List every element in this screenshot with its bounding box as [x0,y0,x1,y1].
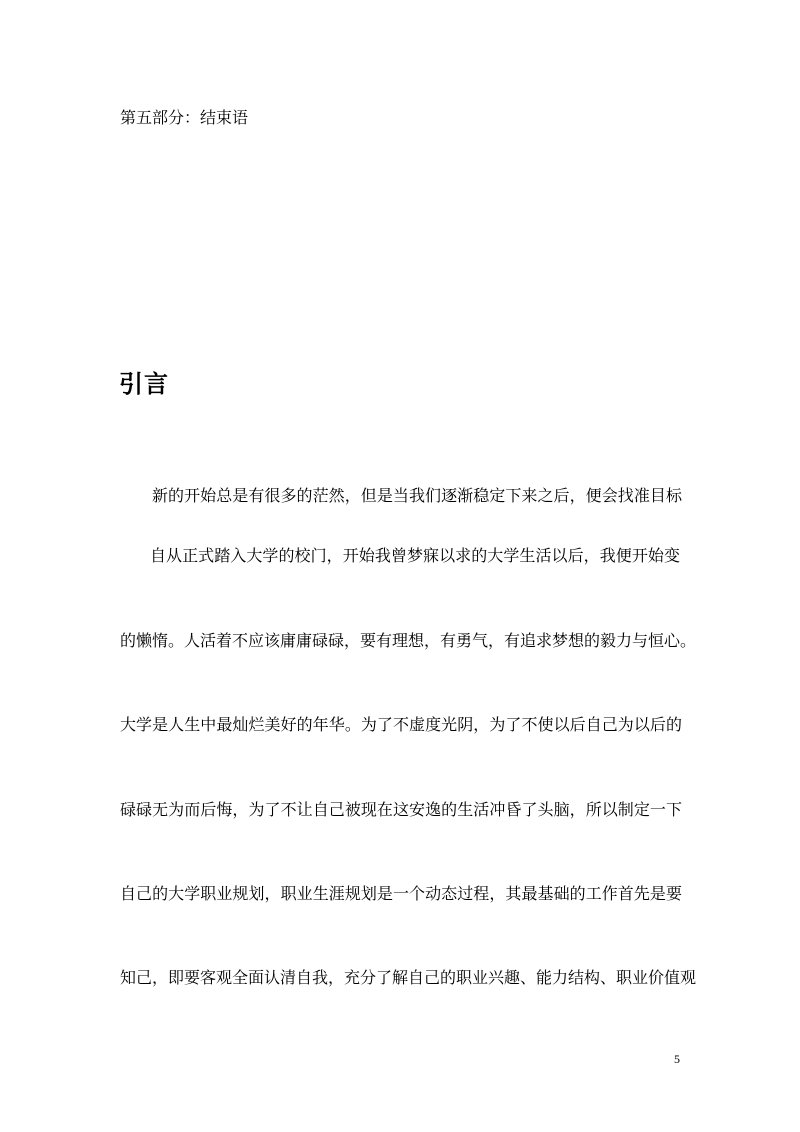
paragraph-line: 知己，即要客观全面认清自我，充分了解自己的职业兴趣、能力结构、职业价值观 [120,968,697,987]
paragraph-line: 碌碌无为而后悔，为了不让自己被现在这安逸的生活冲昏了头脑，所以制定一下 [120,800,682,819]
page-number: 5 [674,1052,680,1066]
paragraph-line: 自从正式踏入大学的校门，开始我曾梦寐以求的大学生活以后，我便开始变 [150,546,680,565]
paragraph-line: 的懒惰。人活着不应该庸庸碌碌，要有理想，有勇气，有追求梦想的毅力与恒心。 [120,631,697,650]
section-heading: 引言 [119,370,169,398]
paragraph-line: 大学是人生中最灿烂美好的年华。为了不虚度光阴，为了不使以后自己为以后的 [120,715,682,734]
paragraph-line: 自己的大学职业规划，职业生涯规划是一个动态过程，其最基础的工作首先是要 [120,884,682,903]
toc-entry: 第五部分：结束语 [120,108,249,127]
paragraph-line: 新的开始总是有很多的茫然，但是当我们逐渐稳定下来之后，便会找准目标 [152,486,682,505]
